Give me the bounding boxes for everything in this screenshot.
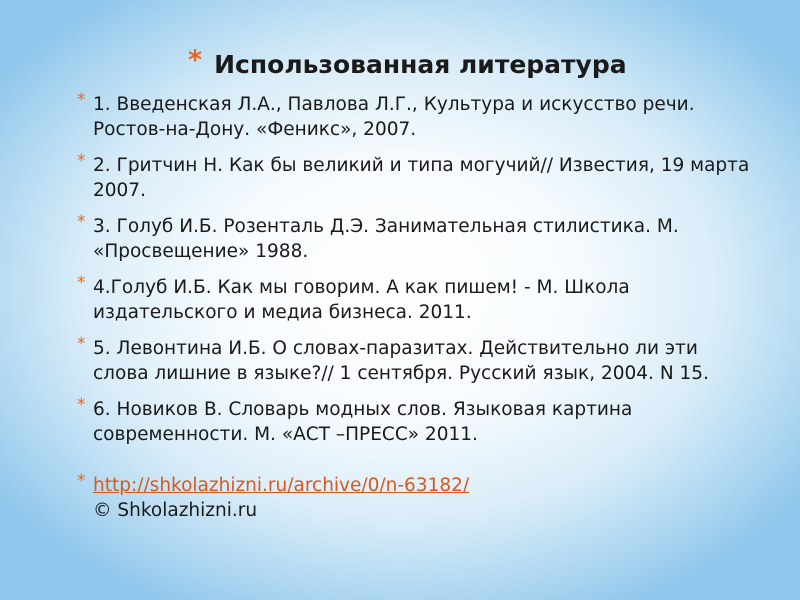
bullet-icon: * <box>77 90 86 110</box>
reference-list <box>77 92 757 523</box>
reference-text: 1. Введенская Л.А., Павлова Л.Г., Культура и искусство речи. Ростов-на-Дону. «Феникс», 2007. <box>93 94 695 140</box>
reference-text: 2. Гритчин Н. Как бы великий и типа могучий// Известия, 19 марта 2007. <box>93 155 750 201</box>
bullet-icon: * <box>77 273 86 293</box>
source-item <box>77 473 757 523</box>
bullet-icon: * <box>77 395 86 415</box>
title-bullet: * <box>188 44 203 76</box>
bullet-icon: * <box>77 212 86 232</box>
reference-item <box>77 336 757 386</box>
slide-title-text: Использованная литература <box>214 49 627 79</box>
reference-item <box>77 153 757 203</box>
reference-text: 4.Голуб И.Б. Как мы говорим. А как пишем! - М. Школа издательского и медиа бизнеса. 2011. <box>93 277 630 323</box>
reference-text: 3. Голуб И.Б. Розенталь Д.Э. Занимательная стилистика. М. «Просвещение» 1988. <box>93 216 679 262</box>
bullet-icon: * <box>77 471 86 491</box>
copyright-text: © Shkolazhizni.ru <box>93 500 258 521</box>
bullet-icon: * <box>77 334 86 354</box>
reference-item <box>77 214 757 264</box>
reference-text: 6. Новиков В. Словарь модных слов. Языковая картина современности. М. «АСТ –ПРЕСС» 2011. <box>93 399 633 445</box>
source-link[interactable]: http://shkolazhizni.ru/archive/0/n-63182/ <box>93 475 470 496</box>
reference-item <box>77 92 757 142</box>
reference-item <box>77 397 757 447</box>
reference-item <box>77 275 757 325</box>
reference-text: 5. Левонтина И.Б. О словах-паразитах. Действительно ли эти слова лишние в языке?// 1 сентября. Русский язык, 2004. N 15. <box>93 338 709 384</box>
bullet-icon: * <box>77 151 86 171</box>
slide-title <box>188 44 627 84</box>
